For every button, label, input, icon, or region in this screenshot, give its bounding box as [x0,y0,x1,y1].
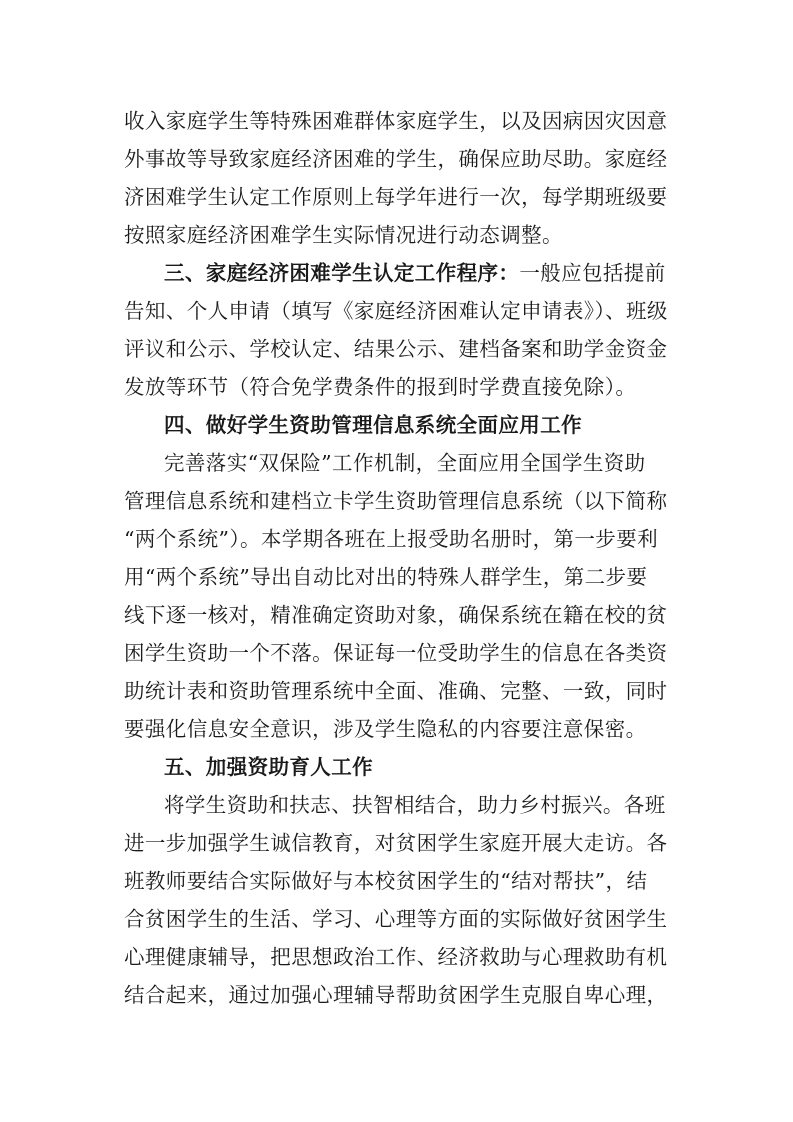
section-3-line-4: 发放等环节（符合免学费条件的报到时学费直接免除）。 [124,375,637,399]
section-4-line-5: 线下逐一核对，精准确定资助对象，确保系统在籍在校的贫 [124,603,668,627]
section-5-line-3: 班教师要结合实际做好与本校贫困学生的“结对帮扶”，结 [124,869,648,893]
section-5-line-5: 心理健康辅导，把思想政治工作、经济救助与心理救助有机 [124,945,668,969]
section-4-line-1: 完善落实“双保险”工作机制，全面应用全国学生资助 [164,451,646,475]
paragraph-1-line-2: 外事故等导致家庭经济困难的学生，确保应助尽助。家庭经 [124,147,668,171]
section-3-heading: 三、家庭经济困难学生认定工作程序： [164,261,520,285]
section-5-line-1: 将学生资助和扶志、扶智相结合，助力乡村振兴。各班 [164,793,666,817]
section-5-line-2: 进一步加强学生诚信教育，对贫困学生家庭开展大走访。各 [124,831,668,855]
section-3-line-3: 评议和公示、学校认定、结果公示、建档备案和助学金资金 [124,337,668,361]
paragraph-1-line-1: 收入家庭学生等特殊困难群体家庭学生，以及因病因灾因意 [124,109,668,133]
section-5-line-4: 合贫困学生的生活、学习、心理等方面的实际做好贫困学生 [124,907,668,931]
paragraph-1-line-4: 按照家庭经济困难学生实际情况进行动态调整。 [124,223,563,247]
section-3-first-line [164,260,684,286]
section-3-line-2: 告知、个人申请（填写《家庭经济困难认定申请表》）、班级 [124,299,668,323]
section-5-heading: 五、加强资助育人工作 [164,755,373,779]
section-4-line-2: 管理信息系统和建档立卡学生资助管理信息系统（以下简称 [124,489,668,513]
section-3-first-line-rest: 一般应包括提前 [519,261,666,285]
section-4-line-4: 用“两个系统”导出自动比对出的特殊人群学生，第二步要 [124,565,648,589]
section-4-heading: 四、做好学生资助管理信息系统全面应用工作 [164,413,582,437]
section-4-line-6: 困学生资助一个不落。保证每一位受助学生的信息在各类资 [124,641,668,665]
section-4-line-8: 要强化信息安全意识，涉及学生隐私的内容要注意保密。 [124,717,647,741]
section-5-line-6: 结合起来，通过加强心理辅导帮助贫困学生克服自卑心理， [124,983,668,1007]
paragraph-1-line-3: 济困难学生认定工作原则上每学年进行一次，每学期班级要 [124,185,668,209]
section-4-line-3: “两个系统”）。本学期各班在上报受助名册时，第一步要利 [124,527,659,551]
section-4-line-7: 助统计表和资助管理系统中全面、准确、完整、一致，同时 [124,679,668,703]
